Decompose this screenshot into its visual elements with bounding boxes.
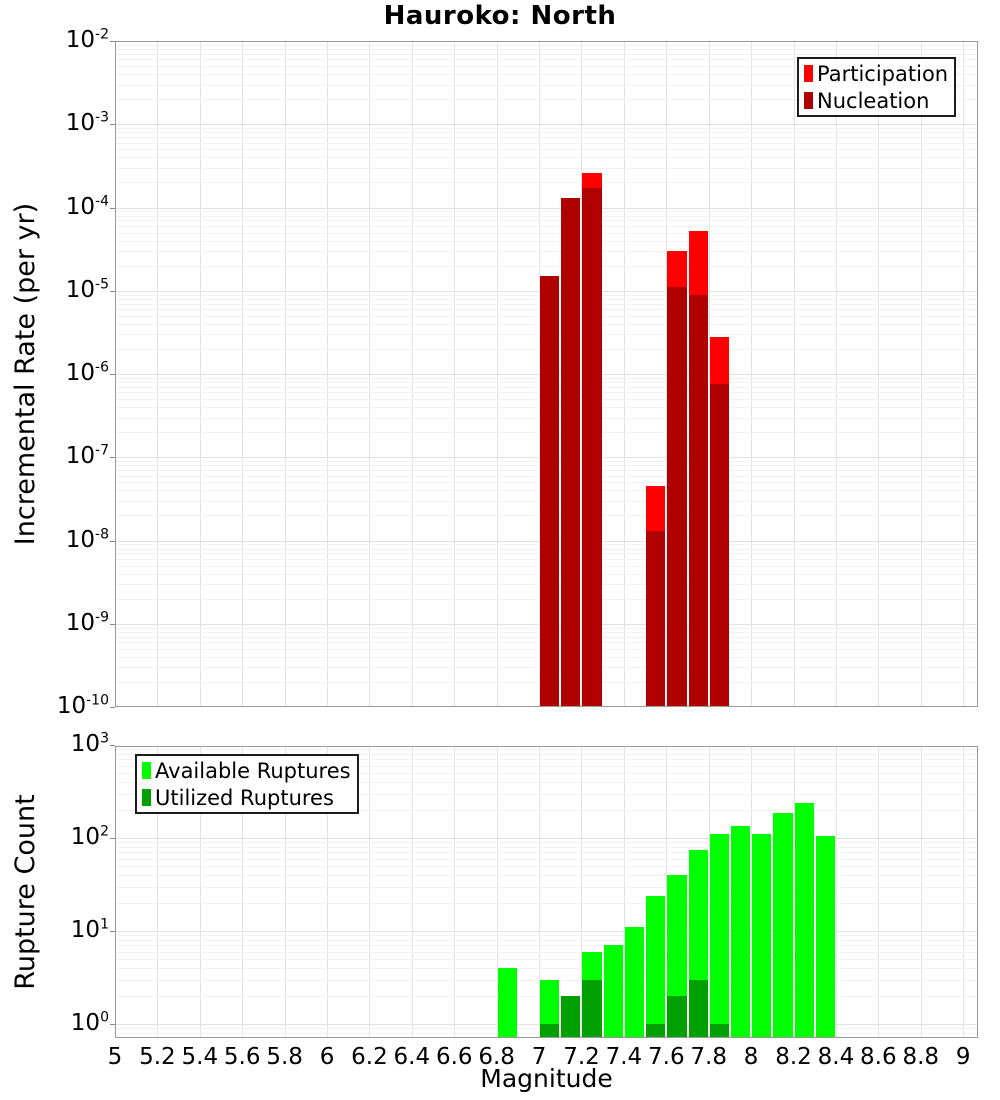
legend-item-nucleation (804, 87, 948, 114)
gridline (116, 940, 977, 941)
rate-plot-area (115, 41, 978, 707)
gridline (116, 54, 977, 55)
gridline (116, 132, 977, 133)
x-tick-label: 6.2 (351, 1044, 388, 1070)
y-tick-label: $10^{-8}$ (65, 525, 109, 553)
gridline (116, 968, 977, 969)
gridline (116, 842, 977, 843)
y-tickmark (110, 931, 115, 932)
x-tick-label: 8.8 (902, 1044, 940, 1070)
available-bar (731, 826, 750, 1037)
x-tick-label: 5.6 (223, 1044, 261, 1070)
y-tickmark (110, 208, 115, 209)
participation-legend-label: Participation (817, 61, 949, 86)
y-tick-label: $10^{-10}$ (56, 692, 109, 719)
utilized-bar (646, 1024, 665, 1037)
chart-title: Hauroko: North (383, 1, 617, 31)
legend-item-available (142, 757, 351, 784)
gridline (116, 226, 977, 227)
y-tick-label: $10^3$ (70, 730, 109, 757)
gridline (116, 137, 977, 138)
nucleation-bar (540, 276, 559, 706)
y-tick-label: $10^2$ (70, 823, 109, 850)
gridline (116, 128, 977, 129)
utilized-bar (582, 980, 601, 1037)
y-tickmark (110, 41, 115, 42)
gridline (369, 747, 370, 1038)
gridline (116, 903, 977, 904)
x-tick-label: 6 (319, 1044, 335, 1070)
nucleation-bar (689, 295, 708, 706)
y-tickmark (110, 374, 115, 375)
gridline (116, 208, 977, 209)
nucleation-bar (582, 188, 601, 706)
x-tick-label: 7.6 (648, 1044, 685, 1070)
available-bar (795, 803, 814, 1037)
gridline (116, 157, 977, 158)
legend-item-participation (804, 60, 948, 87)
legend-item-utilized (142, 784, 351, 811)
y-tickmark (110, 838, 115, 839)
gridline (116, 211, 977, 212)
gridline (412, 747, 413, 1038)
utilized-legend-label: Utilized Ruptures (155, 785, 334, 810)
x-tick-label: 8.6 (860, 1044, 897, 1070)
x-tick-label: 7 (531, 1044, 547, 1070)
y-tick-label: $10^0$ (70, 1009, 109, 1036)
available-bar (604, 945, 623, 1037)
gridline (963, 747, 964, 1038)
gridline (116, 935, 977, 936)
gridline (116, 887, 977, 888)
gridline (836, 747, 837, 1038)
gridline (921, 747, 922, 1038)
x-tick-label: 5.8 (266, 1044, 303, 1070)
x-tick-label: 9 (955, 1044, 971, 1070)
available-bar (646, 896, 665, 1037)
x-tick-label: 8.4 (817, 1044, 855, 1070)
y-tickmark (110, 745, 115, 746)
x-axis-label: Magnitude (480, 1064, 613, 1093)
x-tick-label: 6.6 (435, 1044, 473, 1070)
available-bar (773, 813, 792, 1037)
gridline (878, 747, 879, 1038)
nucleation-bar (561, 198, 580, 706)
x-tick-label: 6.4 (393, 1044, 431, 1070)
gridline (116, 220, 977, 221)
rate-legend (797, 57, 956, 117)
y-tickmark (110, 707, 115, 708)
gridline (116, 952, 977, 953)
x-tick-label: 5.2 (139, 1044, 176, 1070)
nucleation-bar (667, 287, 686, 706)
gridline (454, 747, 455, 1038)
nucleation-legend-label: Nucleation (817, 88, 930, 113)
y-tick-label: $10^{-4}$ (65, 192, 109, 220)
participation-swatch-icon (804, 65, 813, 82)
gridline (116, 959, 977, 960)
gridline (116, 149, 977, 150)
y-tick-label: $10^{-6}$ (65, 359, 109, 386)
gridline (116, 241, 977, 242)
x-tick-label: 8 (743, 1044, 759, 1070)
y-tick-label: $10^{-3}$ (65, 109, 109, 137)
count-y-axis-label: Rupture Count (10, 794, 41, 990)
gridline (116, 749, 977, 750)
y-tickmark (110, 1024, 115, 1025)
gridline (116, 859, 977, 860)
x-tick-label: 8.2 (775, 1044, 812, 1070)
count-legend (135, 754, 359, 814)
x-tick-label: 7.2 (563, 1044, 600, 1070)
gridline (116, 866, 977, 867)
available-legend-label: Available Ruptures (155, 758, 351, 783)
available-swatch-icon (142, 762, 151, 779)
nucleation-swatch-icon (804, 92, 813, 109)
utilized-bar (710, 1024, 729, 1037)
x-tick-label: 7.8 (690, 1044, 727, 1070)
x-tick-label: 5 (107, 1044, 123, 1070)
y-tick-label: $10^{-2}$ (65, 26, 109, 53)
x-tick-label: 5.4 (181, 1044, 219, 1070)
gridline (116, 931, 977, 932)
x-tick-label: 7.4 (605, 1044, 643, 1070)
y-tick-label: $10^{-9}$ (65, 609, 109, 636)
y-tickmark (110, 541, 115, 542)
y-tickmark (110, 124, 115, 125)
utilized-bar (689, 980, 708, 1037)
gridline (116, 45, 977, 46)
gridline (116, 49, 977, 50)
gridline (116, 852, 977, 853)
gridline (116, 251, 977, 252)
nucleation-bar (646, 531, 665, 706)
gridline (116, 838, 977, 839)
available-bar (625, 927, 644, 1037)
rate-y-axis-label: Incremental Rate (per yr) (10, 202, 41, 546)
available-bar (752, 834, 771, 1037)
gridline (116, 216, 977, 217)
y-tick-label: $10^1$ (70, 916, 109, 943)
y-tickmark (110, 624, 115, 625)
nucleation-bar (710, 384, 729, 706)
gridline (116, 945, 977, 946)
x-tick-label: 6.8 (478, 1044, 515, 1070)
available-bar (710, 834, 729, 1037)
available-bar (498, 968, 517, 1037)
gridline (116, 233, 977, 234)
y-tickmark (110, 291, 115, 292)
gridline (116, 875, 977, 876)
gridline (116, 847, 977, 848)
utilized-bar (540, 1024, 559, 1037)
utilized-bar (667, 996, 686, 1037)
gridline (116, 124, 977, 125)
gridline (116, 182, 977, 183)
gridline (116, 143, 977, 144)
available-bar (816, 836, 835, 1037)
utilized-swatch-icon (142, 789, 151, 806)
gridline (116, 168, 977, 169)
gridline (116, 266, 977, 267)
y-tick-label: $10^{-7}$ (65, 442, 109, 470)
utilized-bar (561, 996, 580, 1037)
y-tickmark (110, 457, 115, 458)
y-tick-label: $10^{-5}$ (65, 276, 109, 303)
